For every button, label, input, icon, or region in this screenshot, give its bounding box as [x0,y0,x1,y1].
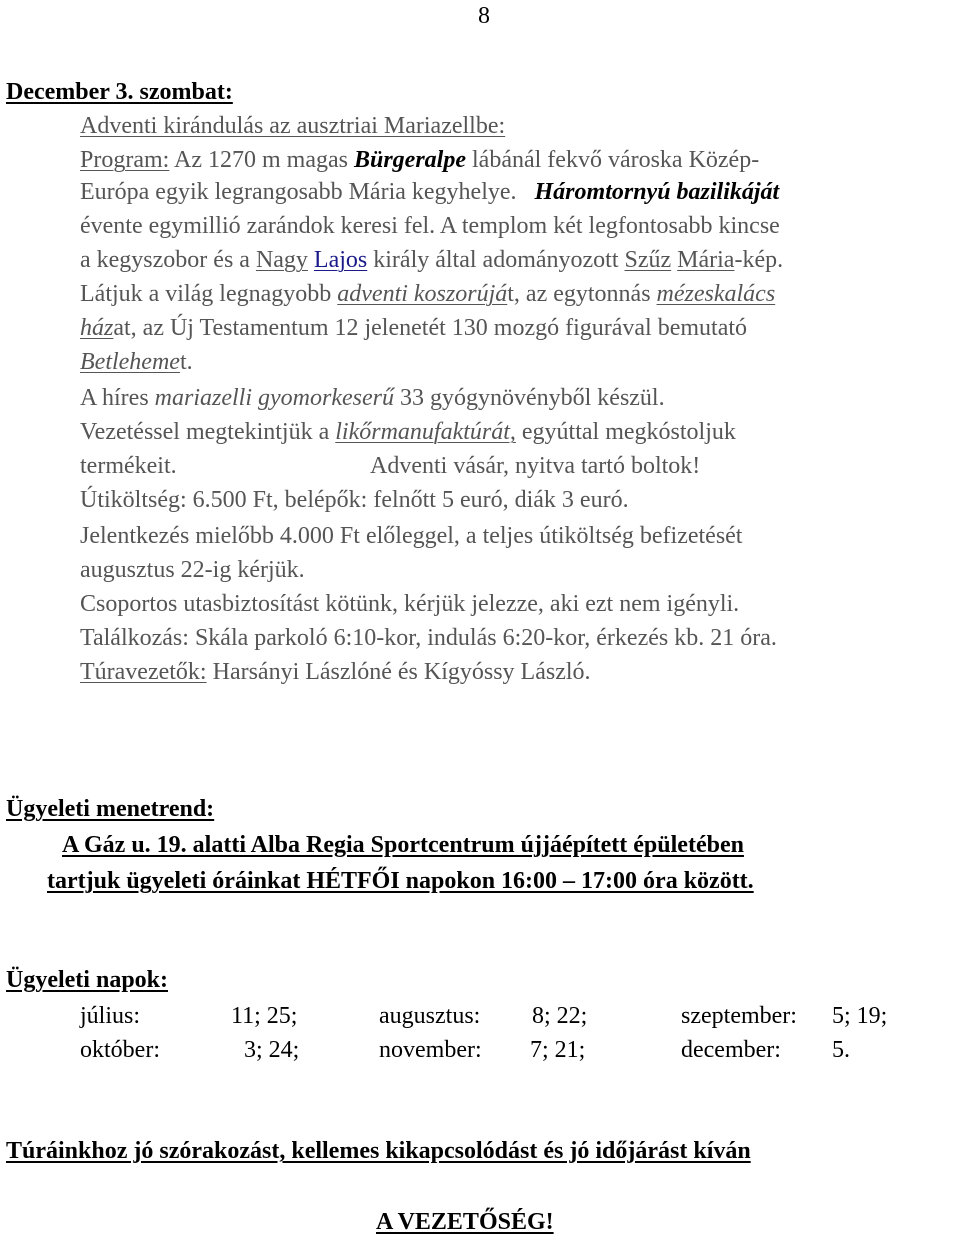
program-line [80,148,759,172]
trip-heading: December 3. szombat: [6,79,233,105]
guides-line [80,660,591,684]
signup-line: Jelentkezés mielőbb 4.000 Ft előleggel, a teljes útiköltség befizetését [80,523,743,549]
line9-italic: mariazelli gyomorkeserű [154,385,394,411]
duty-days-heading: Ügyeleti napok: [6,967,168,993]
office-line-1: A Gáz u. 19. alatti Alba Regia Sportcentrum újjáépített épületében [62,832,744,858]
likormanufaktura-link[interactable]: likőrmanufaktúrát, [335,419,516,445]
program-label: Program: [80,147,170,173]
guides-names: Harsányi Lászlóné és Kígyóssy László. [212,659,591,685]
cost-line: Útiköltség: 6.500 Ft, belépők: felnőtt 5 euró, diák 3 euró. [80,487,629,513]
line3 [80,180,779,204]
line7-text: at, az Új Testamentum 12 jelenetét 130 mozgó figurával bemutató [113,315,748,341]
duty-days-dec: 5. [832,1037,850,1063]
duty-month-jul: július: [80,1003,141,1029]
duty-month-nov: november: [379,1037,482,1063]
duty-month-dec: december: [681,1037,781,1063]
haz-link[interactable]: ház [80,315,114,341]
line10-text-a: Vezetéssel megtekintjük a [80,419,330,445]
line11-b: Adventi vásár, nyitva tartó boltok! [370,453,701,479]
closing-signature: A VEZETŐSÉG! [376,1209,554,1235]
szuz-link[interactable]: Szűz [624,247,672,273]
line4-text-b: A templom két legfontosabb kincse [439,213,780,239]
office-line-2: tartjuk ügyeleti óráinkat HÉTFŐI napokon 16:00 – 17:00 óra között. [47,868,754,894]
mezeskalacs-link[interactable]: mézeskalács [656,281,776,307]
line5-text-b: király által adományozott [373,247,619,273]
page-number: 8 [478,3,490,29]
duty-days-oct: 3; 24; [244,1037,300,1063]
line10 [80,420,736,444]
guides-label: Túravezetők: [80,659,207,685]
line11-a: termékeit. [80,453,177,479]
program-text-a: Az 1270 m magas [174,147,348,173]
closing-wish: Túráinkhoz jó szórakozást, kellemes kikapcsolódást és jó időjárást kíván [6,1138,751,1164]
line3-bold: Háromtornyú bazilikáját [534,179,780,205]
line10-text-b: egyúttal megkóstoljuk [521,419,736,445]
duty-days-sep: 5; 19; [832,1003,888,1029]
line3-text: Európa egyik legrangosabb Mária kegyhelye. [80,179,517,205]
adventi-koszoru-link[interactable]: adventi koszorújá [337,281,508,307]
line8 [80,350,193,374]
betlehem-link[interactable]: Betleheme [80,349,180,375]
line4 [80,214,780,238]
line9 [80,386,665,410]
meeting-line: Találkozás: Skála parkoló 6:10-kor, indulás 6:20-kor, érkezés kb. 21 óra. [80,625,777,651]
line6 [80,282,775,306]
duty-days-nov: 7; 21; [530,1037,586,1063]
line6-text-a: Látjuk a világ legnagyobb [80,281,332,307]
program-bold-place: Bürgeralpe [353,147,466,173]
line5 [80,248,783,272]
line5-text-c: -kép. [734,247,784,273]
office-heading: Ügyeleti menetrend: [6,796,215,822]
line9-text-b: 33 gyógynövényből készül. [399,385,665,411]
line8-text: t. [179,349,193,375]
line4-text: évente egymillió zarándok keresi fel. [80,213,436,239]
nagy-link[interactable]: Nagy [255,247,308,273]
insurance-line: Csoportos utasbiztosítást kötünk, kérjük jelezze, aki ezt nem igényli. [80,591,740,617]
line9-text-a: A híres [80,385,149,411]
duty-month-oct: október: [80,1037,160,1063]
duty-days-jul: 11; 25; [231,1003,298,1029]
duty-days-aug: 8; 22; [532,1003,588,1029]
lajos-link[interactable]: Lajos [313,247,368,273]
line7 [80,316,747,340]
duty-month-aug: augusztus: [379,1003,481,1029]
line5-text-a: a kegyszobor és a [80,247,250,273]
duty-month-sep: szeptember: [681,1003,797,1029]
trip-title: Adventi kirándulás az ausztriai Mariazellbe: [80,113,506,139]
program-text-c: lábánál fekvő városka Közép- [472,147,760,173]
signup-line-2: augusztus 22-ig kérjük. [80,557,305,583]
line6-text-b: t, az egytonnás [507,281,651,307]
maria-link[interactable]: Mária [677,247,735,273]
